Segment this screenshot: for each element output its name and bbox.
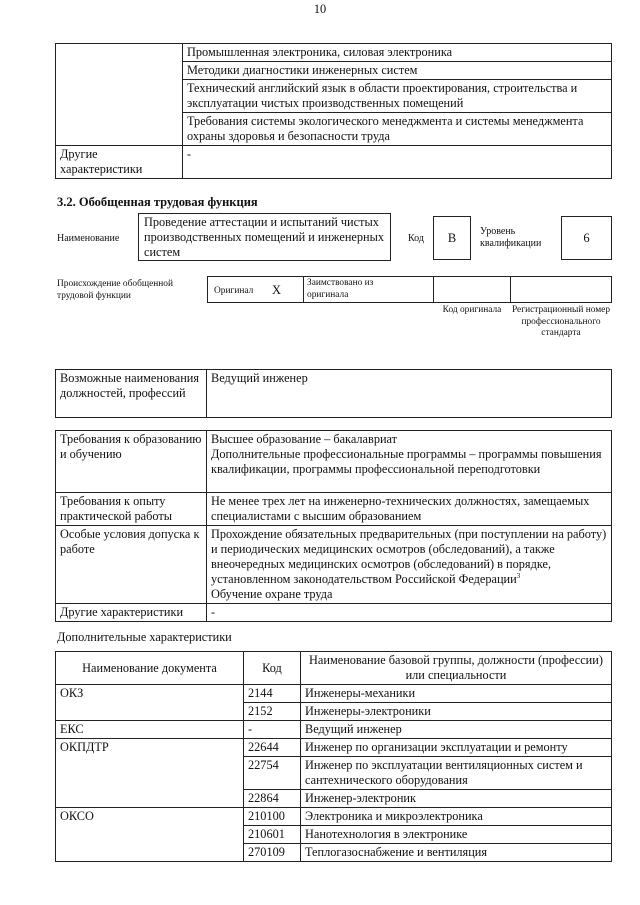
original-mark: X [272,283,282,297]
code-cell: 22754 [244,757,301,790]
borrowed-label: Заимствовано из оригинала [307,278,374,300]
positions-table [55,369,612,418]
top-other-label: Другие характеристики [56,146,183,179]
req-education-line: Дополнительные профессиональные программы – программы повышения квалификации, программы профессиональной переподготовки [211,447,602,476]
code-cell: - [244,721,301,739]
code-cell: 22864 [244,790,301,808]
code-label: Код [408,233,424,244]
code-value: B [433,216,471,260]
req-conditions-line: Обучение охране труда [211,587,333,601]
page-number: 10 [313,2,327,16]
req-education-line: Высшее образование – бакалавриат [211,432,398,446]
additional-title: Дополнительные характеристики [57,630,232,644]
reg-caption: Регистрационный номер профессионального стандарта [511,305,611,338]
name-cell: Теплогазоснабжение и вентиляция [301,844,612,862]
req-other-line: - [207,604,612,622]
name-cell: Инженеры-механики [301,685,612,703]
level-value: 6 [561,216,612,260]
req-other-label: Другие характеристики [56,604,207,622]
code-caption: Код оригинала [442,305,502,315]
origin-label: Происхождение обобщенной трудовой функции [57,279,173,301]
req-experience-label: Требования к опыту практической работы [56,493,207,526]
name-cell: Инженер по эксплуатации вентиляционных систем и сантехнического оборудования [301,757,612,790]
origin-table [207,276,612,303]
code-cell: 270109 [244,844,301,862]
doc-cell: ЕКС [56,721,244,739]
name-cell: Электроника и микроэлектроника [301,808,612,826]
origin-divider [303,277,304,302]
header-name: Наименование базовой группы, должности (профессии) или специальности [301,652,612,685]
top-table-row: Технический английский язык в области проектирования, строительства и эксплуатации чистых производственных помещений [183,80,612,113]
name-cell: Ведущий инженер [301,721,612,739]
footnote-mark: 3 [516,571,521,580]
name-cell: Нанотехнология в электронике [301,826,612,844]
header-doc: Наименование документа [56,652,244,685]
doc-cell: ОКСО [56,808,244,862]
original-label: Оригинал [214,286,254,296]
req-education-label: Требования к образованию и обучению [56,431,207,493]
req-conditions-line: Прохождение обязательных предварительных (при поступлении на работу) и периодических медицинских осмотров (обследований), а также внеочередных медицинских осмотров (обследований) в порядке, установленном законодательством Российской Федерации [211,527,607,586]
name-cell: Инженер по организации эксплуатации и ремонту [301,739,612,757]
requirements-table [55,430,612,622]
code-cell: 22644 [244,739,301,757]
top-table [55,43,612,179]
positions-value: Ведущий инженер [207,370,612,418]
top-table-row: Методики диагностики инженерных систем [183,62,612,80]
origin-divider [510,277,511,302]
code-cell: 2144 [244,685,301,703]
name-cell: Инженер-электроник [301,790,612,808]
req-experience-line: Не менее трех лет на инженерно-технических должностях, замещаемых специалистами с высшим образованием [207,493,612,526]
doc-cell: ОКПДТР [56,739,244,808]
doc-cell: ОКЗ [56,685,244,721]
name-cell: Инженеры-электроники [301,703,612,721]
code-cell: 210601 [244,826,301,844]
top-table-row: Требования системы экологического менеджмента и системы менеджмента охраны здоровья и безопасности труда [183,113,612,146]
origin-divider [433,277,434,302]
level-label: Уровень квалификации [480,226,542,249]
header-code: Код [244,652,301,685]
top-table-row: Промышленная электроника, силовая электроника [183,44,612,62]
section-title: 3.2. Обобщенная трудовая функция [57,195,258,209]
top-table-blank-cell [56,44,183,146]
name-label: Наименование [57,233,120,244]
req-conditions-label: Особые условия допуска к работе [56,526,207,604]
positions-label: Возможные наименования должностей, профессий [56,370,207,418]
code-cell: 210100 [244,808,301,826]
function-name: Проведение аттестации и испытаний чистых производственных помещений и инженерных систем [138,213,391,261]
code-cell: 2152 [244,703,301,721]
additional-table [55,651,612,862]
top-other-value: - [183,146,612,179]
